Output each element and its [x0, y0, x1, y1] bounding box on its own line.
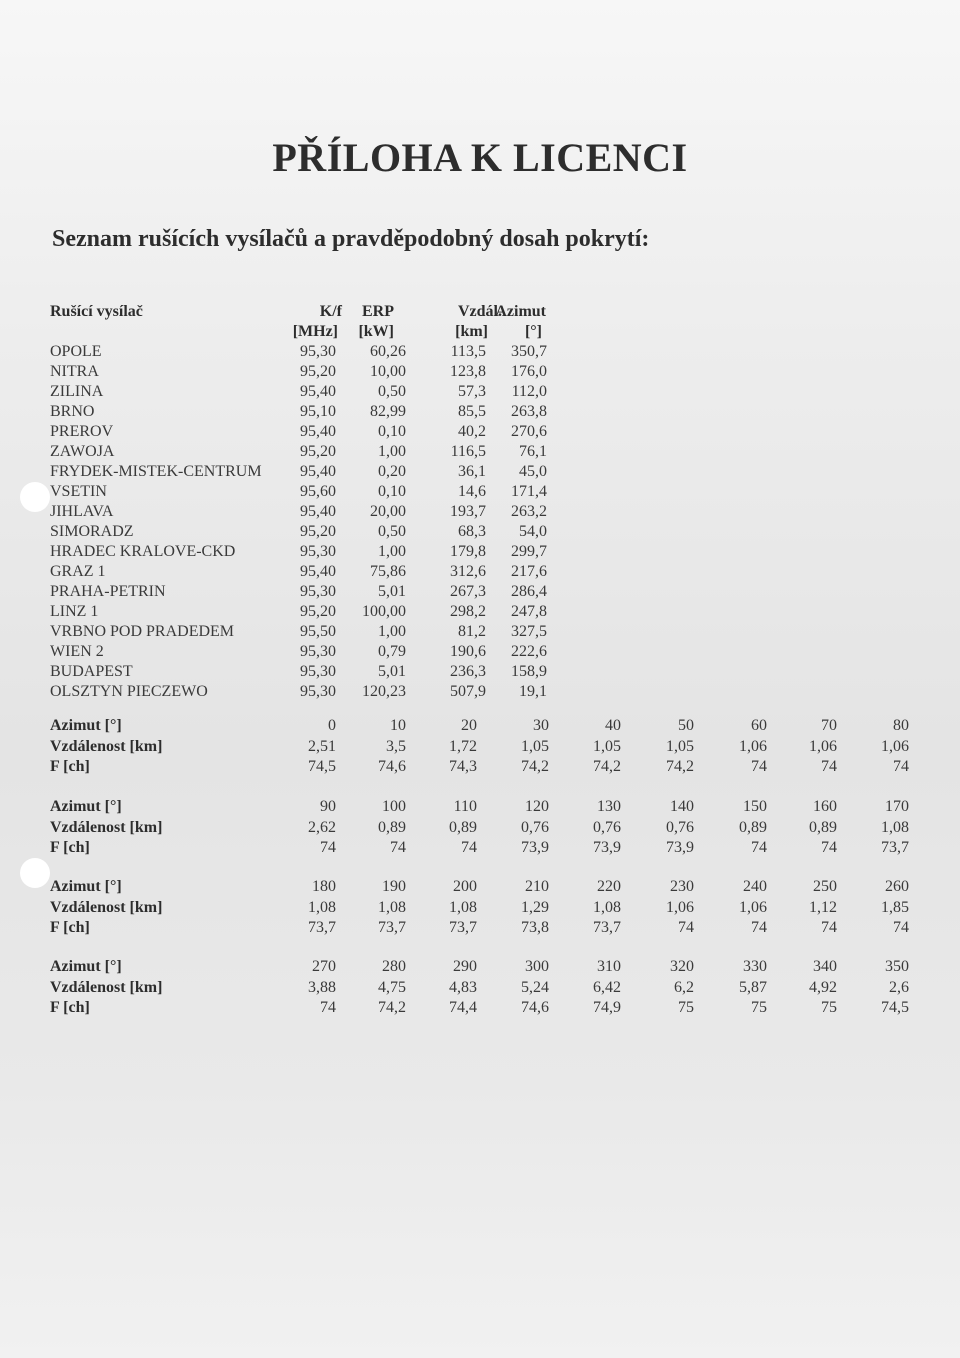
distance-cell: 113,5 — [450, 343, 486, 360]
field-strength-value: 74 — [320, 839, 336, 856]
erp-cell: 60,26 — [370, 343, 406, 360]
field-strength-value: 74,6 — [378, 758, 406, 775]
transmitter-name: HRADEC KRALOVE-CKD — [50, 543, 236, 560]
unit-azimuth: [°] — [524, 323, 542, 340]
azimuth-value: 280 — [382, 958, 406, 975]
field-strength-label: F [ch] — [50, 758, 90, 775]
distance-value: 1,85 — [881, 898, 909, 916]
azimuth-cell: 171,4 — [511, 483, 547, 500]
distance-value: 4,83 — [449, 978, 477, 996]
azimuth-value: 170 — [885, 798, 909, 815]
azimuth-value: 350 — [885, 958, 909, 975]
transmitter-name: ZILINA — [50, 383, 104, 400]
field-strength-value: 73,9 — [521, 839, 549, 856]
field-strength-value: 73,7 — [593, 919, 621, 936]
erp-cell: 1,00 — [378, 623, 406, 640]
distance-value: 3,88 — [308, 978, 336, 996]
distance-row — [0, 978, 960, 999]
distance-value: 1,06 — [666, 898, 694, 916]
field-strength-value: 74 — [893, 919, 909, 936]
distance-value: 1,06 — [881, 737, 909, 755]
distance-cell: 193,7 — [450, 503, 486, 520]
erp-cell: 0,50 — [378, 523, 406, 540]
azimuth-value: 320 — [670, 958, 694, 975]
erp-cell: 20,00 — [370, 503, 406, 520]
distance-cell: 298,2 — [450, 603, 486, 620]
azimuth-value: 250 — [813, 878, 837, 895]
table-header-row — [0, 302, 960, 322]
distance-row — [0, 737, 960, 758]
distance-label: Vzdálenost [km] — [50, 737, 163, 755]
field-strength-row — [0, 918, 960, 939]
field-strength-value: 74 — [751, 758, 767, 775]
distance-value: 0,76 — [521, 818, 549, 836]
field-strength-value: 73,9 — [593, 839, 621, 856]
azimuth-value: 270 — [312, 958, 336, 975]
frequency-cell: 95,30 — [300, 663, 336, 680]
distance-value: 1,08 — [378, 898, 406, 916]
table-row — [0, 622, 960, 642]
azimuth-cell: 158,9 — [511, 663, 547, 680]
field-strength-value: 73,7 — [881, 839, 909, 856]
field-strength-value: 73,8 — [521, 919, 549, 936]
field-strength-row — [0, 998, 960, 1019]
azimuth-row — [0, 957, 960, 978]
azimuth-cell: 112,0 — [511, 383, 547, 400]
distance-value: 1,29 — [521, 898, 549, 916]
distance-value: 1,06 — [739, 737, 767, 755]
table-unit-row — [0, 322, 960, 342]
transmitter-name: VRBNO POD PRADEDEM — [50, 623, 235, 640]
erp-cell: 100,00 — [362, 603, 406, 620]
distance-cell: 14,6 — [458, 483, 486, 500]
azimuth-value: 190 — [382, 878, 406, 895]
frequency-cell: 95,60 — [300, 483, 336, 500]
header-transmitter: Rušící vysílač — [50, 303, 143, 320]
coverage-block-2 — [0, 797, 960, 859]
frequency-cell: 95,40 — [300, 503, 336, 520]
distance-label: Vzdálenost [km] — [50, 818, 163, 836]
azimuth-value: 330 — [743, 958, 767, 975]
erp-cell: 5,01 — [378, 583, 406, 600]
field-strength-value: 74 — [751, 919, 767, 936]
azimuth-label: Azimut [°] — [50, 878, 122, 895]
azimuth-value: 110 — [453, 798, 477, 815]
field-strength-value: 74,2 — [378, 999, 406, 1016]
table-row — [0, 682, 960, 702]
azimuth-cell: 263,2 — [511, 503, 547, 520]
distance-cell: 40,2 — [458, 423, 486, 440]
table-row — [0, 342, 960, 362]
unit-kf: [MHz] — [292, 323, 338, 340]
erp-cell: 0,79 — [378, 643, 406, 660]
azimuth-cell: 45,0 — [519, 463, 547, 480]
distance-value: 2,51 — [308, 737, 336, 755]
field-strength-label: F [ch] — [50, 919, 90, 936]
transmitter-name: WIEN 2 — [50, 643, 104, 660]
field-strength-value: 74 — [821, 839, 837, 856]
distance-value: 6,2 — [674, 978, 694, 996]
azimuth-value: 230 — [670, 878, 694, 895]
azimuth-value: 30 — [533, 717, 549, 734]
field-strength-label: F [ch] — [50, 999, 90, 1016]
azimuth-cell: 299,7 — [511, 543, 547, 560]
distance-value: 4,75 — [378, 978, 406, 996]
distance-value: 1,08 — [593, 898, 621, 916]
distance-cell: 68,3 — [458, 523, 486, 540]
distance-row — [0, 818, 960, 839]
distance-cell: 507,9 — [450, 683, 486, 700]
frequency-cell: 95,40 — [300, 463, 336, 480]
azimuth-value: 310 — [597, 958, 621, 975]
distance-cell: 267,3 — [450, 583, 486, 600]
erp-cell: 10,00 — [370, 363, 406, 380]
field-strength-value: 75 — [821, 999, 837, 1016]
distance-value: 0,89 — [739, 818, 767, 836]
field-strength-row — [0, 838, 960, 859]
table-row — [0, 642, 960, 662]
transmitter-name: SIMORADZ — [50, 523, 134, 540]
azimuth-value: 70 — [821, 717, 837, 734]
distance-value: 1,05 — [593, 737, 621, 755]
azimuth-label: Azimut [°] — [50, 798, 122, 815]
header-distance: Vzdál. — [458, 303, 502, 320]
azimuth-value: 80 — [893, 717, 909, 734]
distance-value: 0,89 — [378, 818, 406, 836]
table-row — [0, 662, 960, 682]
transmitter-name: PRAHA-PETRIN — [50, 583, 166, 600]
field-strength-value: 75 — [751, 999, 767, 1016]
distance-cell: 36,1 — [458, 463, 486, 480]
table-row — [0, 402, 960, 422]
field-strength-value: 73,9 — [666, 839, 694, 856]
azimuth-value: 160 — [813, 798, 837, 815]
distance-value: 1,06 — [739, 898, 767, 916]
field-strength-value: 74,4 — [449, 999, 477, 1016]
field-strength-value: 74,2 — [666, 758, 694, 775]
field-strength-value: 74,3 — [449, 758, 477, 775]
distance-cell: 236,3 — [450, 663, 486, 680]
erp-cell: 5,01 — [378, 663, 406, 680]
table-row — [0, 562, 960, 582]
erp-cell: 0,20 — [378, 463, 406, 480]
azimuth-label: Azimut [°] — [50, 958, 122, 975]
azimuth-value: 60 — [751, 717, 767, 734]
distance-row — [0, 898, 960, 919]
distance-cell: 179,8 — [450, 543, 486, 560]
unit-distance: [km] — [455, 323, 488, 340]
azimuth-value: 260 — [885, 878, 909, 895]
field-strength-value: 73,7 — [449, 919, 477, 936]
field-strength-value: 74,2 — [521, 758, 549, 775]
field-strength-value: 74 — [821, 758, 837, 775]
distance-value: 4,92 — [809, 978, 837, 996]
transmitter-name: FRYDEK-MISTEK-CENTRUM — [50, 463, 262, 480]
distance-value: 1,08 — [449, 898, 477, 916]
distance-value: 1,05 — [521, 737, 549, 755]
field-strength-row — [0, 757, 960, 778]
field-strength-value: 74 — [461, 839, 477, 856]
header-erp: ERP — [362, 303, 394, 320]
field-strength-value: 73,7 — [378, 919, 406, 936]
frequency-cell: 95,20 — [300, 363, 336, 380]
erp-cell: 1,00 — [378, 543, 406, 560]
azimuth-cell: 54,0 — [519, 523, 547, 540]
frequency-cell: 95,30 — [300, 683, 336, 700]
azimuth-value: 200 — [453, 878, 477, 895]
field-strength-value: 74,5 — [881, 999, 909, 1016]
azimuth-value: 130 — [597, 798, 621, 815]
transmitter-name: GRAZ 1 — [50, 563, 106, 580]
azimuth-value: 220 — [597, 878, 621, 895]
field-strength-value: 75 — [678, 999, 694, 1016]
erp-cell: 0,10 — [378, 423, 406, 440]
distance-value: 0,89 — [809, 818, 837, 836]
frequency-cell: 95,30 — [300, 643, 336, 660]
frequency-cell: 95,20 — [300, 443, 336, 460]
distance-cell: 123,8 — [450, 363, 486, 380]
transmitter-name: PREROV — [50, 423, 114, 440]
azimuth-cell: 247,8 — [511, 603, 547, 620]
azimuth-value: 50 — [678, 717, 694, 734]
distance-value: 2,6 — [889, 978, 909, 996]
distance-value: 0,76 — [666, 818, 694, 836]
table-row — [0, 382, 960, 402]
azimuth-row — [0, 716, 960, 737]
field-strength-value: 74,5 — [308, 758, 336, 775]
field-strength-value: 74,6 — [521, 999, 549, 1016]
coverage-block-3 — [0, 877, 960, 939]
azimuth-value: 90 — [320, 798, 336, 815]
field-strength-value: 74 — [751, 839, 767, 856]
table-row — [0, 542, 960, 562]
azimuth-cell: 286,4 — [511, 583, 547, 600]
erp-cell: 1,00 — [378, 443, 406, 460]
distance-value: 3,5 — [386, 737, 406, 755]
distance-value: 1,08 — [308, 898, 336, 916]
azimuth-value: 140 — [670, 798, 694, 815]
azimuth-value: 10 — [390, 717, 406, 734]
transmitter-name: NITRA — [50, 363, 99, 380]
transmitter-name: BUDAPEST — [50, 663, 133, 680]
field-strength-value: 74,2 — [593, 758, 621, 775]
erp-cell: 82,99 — [370, 403, 406, 420]
coverage-block-4 — [0, 957, 960, 1019]
field-strength-value: 74 — [320, 999, 336, 1016]
transmitter-name: BRNO — [50, 403, 95, 420]
azimuth-value: 210 — [525, 878, 549, 895]
frequency-cell: 95,20 — [300, 603, 336, 620]
distance-value: 6,42 — [593, 978, 621, 996]
transmitter-name: LINZ 1 — [50, 603, 99, 620]
azimuth-value: 0 — [328, 717, 336, 734]
distance-cell: 81,2 — [458, 623, 486, 640]
table-body — [0, 342, 960, 702]
azimuth-value: 340 — [813, 958, 837, 975]
azimuth-cell: 217,6 — [511, 563, 547, 580]
frequency-cell: 95,40 — [300, 423, 336, 440]
azimuth-cell: 222,6 — [511, 643, 547, 660]
azimuth-value: 100 — [382, 798, 406, 815]
field-strength-value: 74 — [893, 758, 909, 775]
distance-value: 2,62 — [308, 818, 336, 836]
distance-label: Vzdálenost [km] — [50, 978, 163, 996]
frequency-cell: 95,20 — [300, 523, 336, 540]
frequency-cell: 95,10 — [300, 403, 336, 420]
coverage-block-1 — [0, 716, 960, 778]
azimuth-row — [0, 877, 960, 898]
distance-value: 0,76 — [593, 818, 621, 836]
distance-value: 1,05 — [666, 737, 694, 755]
transmitter-name: JIHLAVA — [50, 503, 114, 520]
frequency-cell: 95,30 — [300, 583, 336, 600]
frequency-cell: 95,40 — [300, 383, 336, 400]
table-row — [0, 422, 960, 442]
unit-erp: [kW] — [358, 323, 394, 340]
transmitter-name: ZAWOJA — [50, 443, 115, 460]
transmitter-name: VSETIN — [50, 483, 107, 500]
azimuth-value: 120 — [525, 798, 549, 815]
distance-value: 1,72 — [449, 737, 477, 755]
azimuth-cell: 76,1 — [519, 443, 547, 460]
field-strength-value: 74 — [821, 919, 837, 936]
distance-cell: 312,6 — [450, 563, 486, 580]
table-row — [0, 442, 960, 462]
distance-cell: 57,3 — [458, 383, 486, 400]
field-strength-value: 73,7 — [308, 919, 336, 936]
azimuth-cell: 350,7 — [511, 343, 547, 360]
header-azimuth: Azimut — [495, 303, 546, 320]
field-strength-value: 74,9 — [593, 999, 621, 1016]
distance-label: Vzdálenost [km] — [50, 898, 163, 916]
distance-value: 1,08 — [881, 818, 909, 836]
azimuth-row — [0, 797, 960, 818]
header-kf: K/f — [319, 303, 342, 320]
azimuth-value: 300 — [525, 958, 549, 975]
distance-cell: 85,5 — [458, 403, 486, 420]
azimuth-value: 290 — [453, 958, 477, 975]
erp-cell: 75,86 — [370, 563, 406, 580]
frequency-cell: 95,40 — [300, 563, 336, 580]
distance-value: 1,12 — [809, 898, 837, 916]
azimuth-label: Azimut [°] — [50, 717, 122, 734]
field-strength-label: F [ch] — [50, 839, 90, 856]
table-row — [0, 502, 960, 522]
table-row — [0, 362, 960, 382]
table-row — [0, 582, 960, 602]
erp-cell: 120,23 — [362, 683, 406, 700]
azimuth-value: 180 — [312, 878, 336, 895]
azimuth-cell: 176,0 — [511, 363, 547, 380]
page-subtitle: Seznam rušících vysílačů a pravděpodobný dosah pokrytí: — [52, 226, 650, 252]
frequency-cell: 95,50 — [300, 623, 336, 640]
distance-value: 0,89 — [449, 818, 477, 836]
distance-cell: 190,6 — [450, 643, 486, 660]
table-row — [0, 462, 960, 482]
page-title: PŘÍLOHA K LICENCI — [272, 135, 688, 180]
azimuth-cell: 270,6 — [511, 423, 547, 440]
azimuth-cell: 263,8 — [511, 403, 547, 420]
azimuth-value: 240 — [743, 878, 767, 895]
azimuth-value: 150 — [743, 798, 767, 815]
transmitter-name: OLSZTYN PIECZEWO — [50, 683, 208, 700]
azimuth-cell: 19,1 — [519, 683, 547, 700]
azimuth-value: 40 — [605, 717, 621, 734]
table-row — [0, 602, 960, 622]
transmitter-name: OPOLE — [50, 343, 102, 360]
azimuth-value: 20 — [461, 717, 477, 734]
transmitter-table — [0, 302, 960, 702]
erp-cell: 0,10 — [378, 483, 406, 500]
distance-value: 5,87 — [739, 978, 767, 996]
table-row — [0, 482, 960, 502]
distance-value: 1,06 — [809, 737, 837, 755]
field-strength-value: 74 — [678, 919, 694, 936]
distance-cell: 116,5 — [450, 443, 486, 460]
erp-cell: 0,50 — [378, 383, 406, 400]
frequency-cell: 95,30 — [300, 343, 336, 360]
azimuth-cell: 327,5 — [511, 623, 547, 640]
distance-value: 5,24 — [521, 978, 549, 996]
field-strength-value: 74 — [390, 839, 406, 856]
frequency-cell: 95,30 — [300, 543, 336, 560]
table-row — [0, 522, 960, 542]
